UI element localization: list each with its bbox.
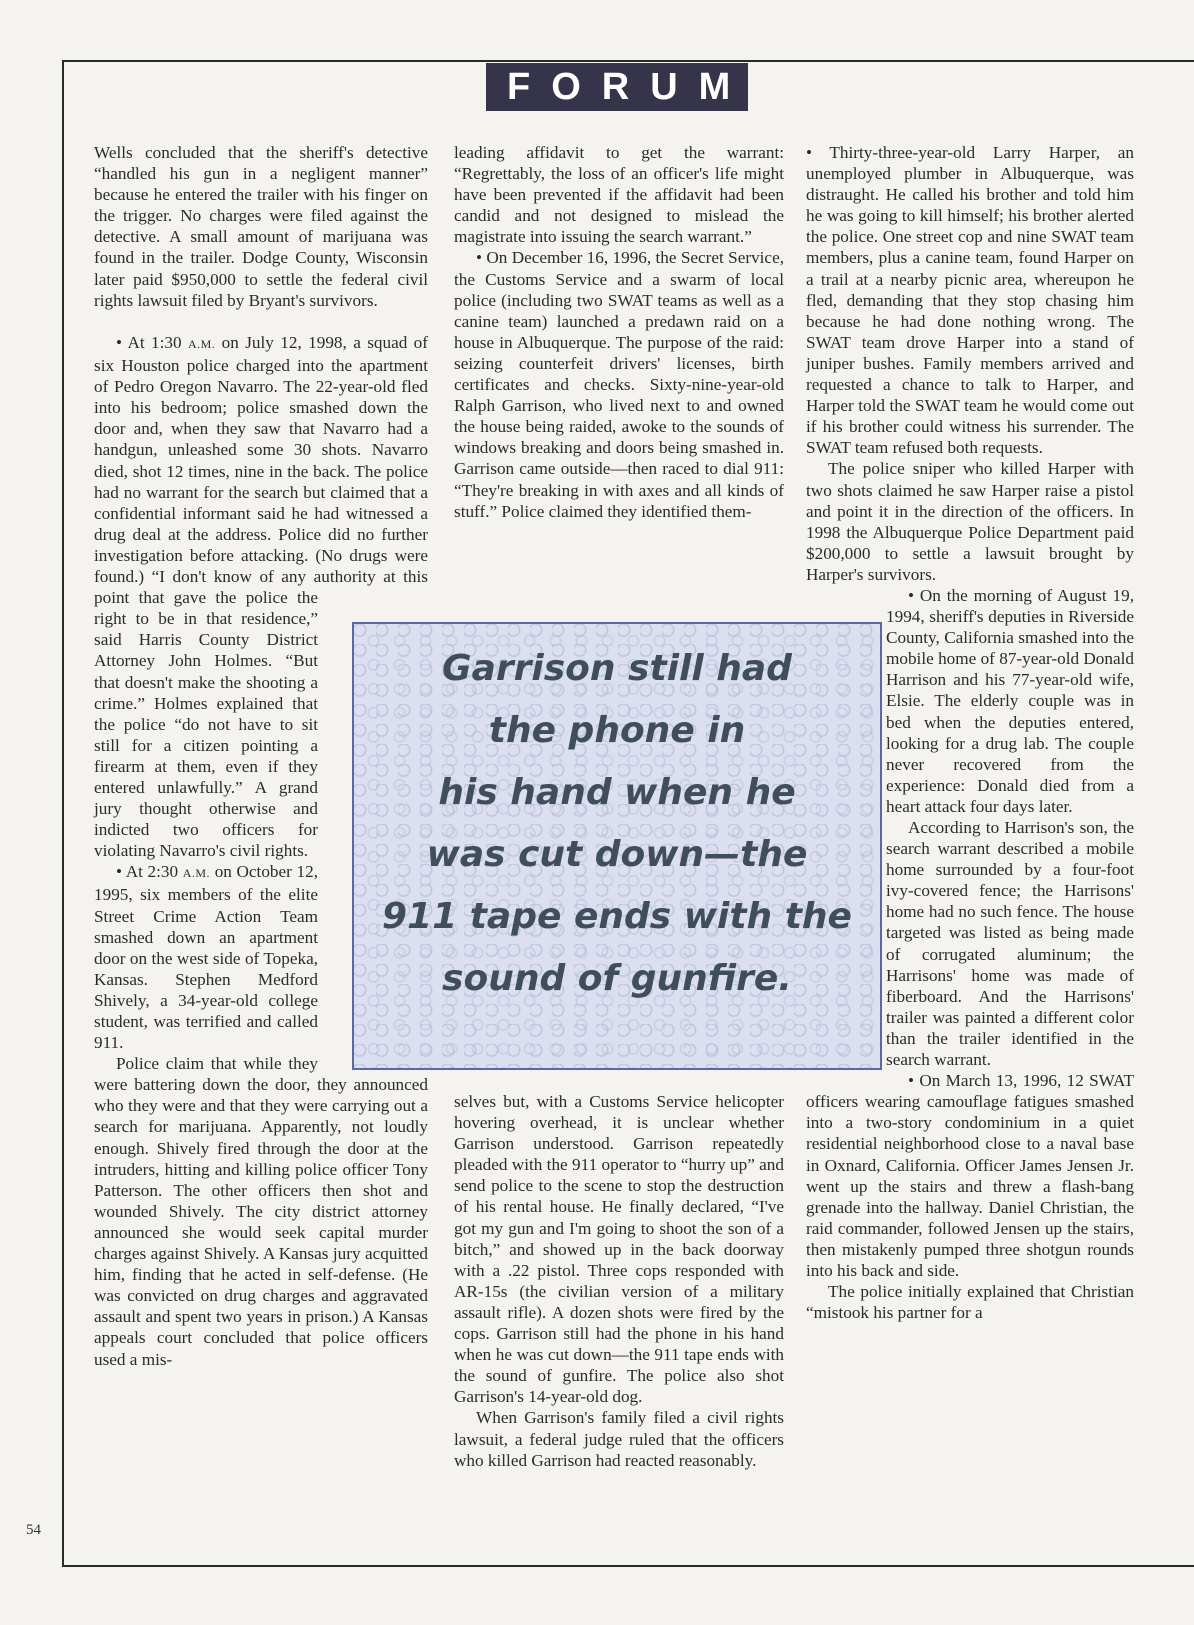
col2-paragraph-4: When Garrison's family filed a civil rights lawsuit, a federal judge ruled that the officers who killed Garrison had reacted reasonably. xyxy=(454,1408,784,1470)
col1-paragraph-2: • At 1:30 A.M. on July 12, 1998, a squad of six Houston police charged into the apartment of Pedro Oregon Navarro. The 22-year-old fled into his bedroom; police smashed down the door and, when they saw that Navarro had a handgun, unleashed some 30 shots. Navarro died, shot 12 times, nine in the back. The police had no warrant for the search but claimed that a confidential informant said he had witnessed a drug deal at the address. Police did no further investigation before attacking. (No drugs were found.) “I don't know of any authority at this point that gave the police the right to be in that residence,” said Harris County District Attorney John Holmes. “But that doesn't make the shooting a crime.” Holmes explained that the police “do not have to sit still for a citizen pointing a firearm at them, even if they entered unlawfully.” A grand jury thought otherwise and indicted two officers for violating Navarro's civil rights. xyxy=(94,333,428,861)
forum-banner: FORUM xyxy=(486,63,748,111)
pull-quote-line: Garrison still had xyxy=(442,648,792,689)
pull-quote-line: 911 tape ends with the xyxy=(382,896,852,937)
pull-quote-line: his hand when he xyxy=(438,772,796,813)
pull-quote-line: the phone in xyxy=(488,710,746,751)
pull-quote-line: sound of gunfire. xyxy=(442,958,792,999)
col2-paragraph-2: • On December 16, 1996, the Secret Service, the Customs Service and a swarm of local police (including two SWAT teams as well as a canine team) launched a predawn raid on a house in Albuquerque. The purpose of the raid: seizing counterfeit drivers' licenses, birth certificates and checks. Sixty-nine-year-old Ralph Garrison, who lived next to and owned the house being raided, awoke to the sounds of windows breaking and doors being smashed in. Garrison came outside—then raced to dial 911: “They're breaking in with axes and all kinds of stuff.” Police claimed they identified them- xyxy=(454,248,784,521)
column-2-top xyxy=(454,142,784,522)
page-number: 54 xyxy=(26,1522,41,1538)
col1-paragraph-3: • At 2:30 A.M. on October 12, 1995, six members of the elite Street Crime Action Team smashed down an apartment door on the west side of Topeka, Kansas. Stephen Medford Shively, a 34-year-old college student, was terrified and called 911. xyxy=(94,862,318,1053)
column-2-bottom xyxy=(454,1091,784,1471)
col3-paragraph-4: According to Harrison's son, the search warrant described a mobile home surrounded by a four-foot ivy-covered fence; the Harrisons' home had no such fence. The house targeted was listed as being made of corrugated aluminum; the Harrisons' home was made of fiberboard. And the Harrisons' trailer was painted a different color than the trailer identified in the search warrant. xyxy=(886,818,1134,1070)
col2-paragraph-3: selves but, with a Customs Service helicopter hovering overhead, it is unclear whether Garrison understood. Garrison repeatedly pleaded with the 911 operator to “hurry up” and send police to the scene to stop the destruction of his rental house. He finally declared, “I've got my gun and I'm going to shoot the son of a bitch,” and showed up in the back doorway with a .22 pistol. Three cops responded with AR-15s (the civilian version of a military assault rifle). A dozen shots were fired by the cops. Garrison still had the phone in his hand when he was cut down—the 911 tape ends with the sound of gunfire. The police also shot Garrison's 14-year-old dog. xyxy=(454,1092,784,1407)
col3-paragraph-5: • On March 13, 1996, 12 SWAT officers wearing camouflage fatigues smashed into a two-story condominium in a quiet residential neighborhood close to a naval base in Oxnard, California. Officer James Jensen Jr. went up the stairs and threw a flash-bang grenade into the hallway. Daniel Christian, the raid commander, followed Jensen up the stairs, then mistakenly pumped three shotgun rounds into his back and side. xyxy=(806,1071,1134,1280)
column-1-top xyxy=(94,142,428,311)
col3-paragraph-3: • On the morning of August 19, 1994, sheriff's deputies in Riverside County, California smashed into the mobile home of 87-year-old Donald Harrison and his 77-year-old wife, Elsie. The elderly couple was in bed when the deputies entered, looking for a drug lab. The couple never recovered from the experience: Donald died from a heart attack four days later. xyxy=(886,585,1134,816)
pull-quote-text xyxy=(354,638,880,1010)
col1-paragraph-4: Police claim that while they were battering down the door, they announced who they were and that they were carrying out a search for marijuana. Apparently, not loudly enough. Shively fired through the door at the intruders, hitting and killing police officer Tony Patterson. The other officers then shot and wounded Shively. The city district attorney announced she would seek capital murder charges against Shively. A Kansas jury acquitted him, finding that he acted in self-defense. (He was convicted on drug charges and aggravated assault and spent two years in prison.) A Kansas appeals court concluded that police officers used a mis- xyxy=(94,1054,428,1369)
col2-paragraph-1: leading affidavit to get the warrant: “Regrettably, the loss of an officer's life might have been prevented if the affidavit had been candid and not designed to mislead the magistrate into issuing the search warrant.” xyxy=(454,143,784,247)
col3-paragraph-6: The police initially explained that Christian “mistook his partner for a xyxy=(806,1282,1134,1323)
col3-paragraph-2: The police sniper who killed Harper with two shots claimed he saw Harper raise a pistol and point it in the direction of the officers. In 1998 the Albuquerque Police Department paid $200,000 to settle a lawsuit brought by Harper's survivors. xyxy=(806,459,1134,584)
pull-quote-line: was cut down—the xyxy=(426,834,808,875)
col1-paragraph-1: Wells concluded that the sheriff's detective “handled his gun in a negligent manner” because he entered the trailer with his finger on the trigger. No charges were filed against the detective. A small amount of marijuana was found in the trailer. Dodge County, Wisconsin later paid $950,000 to settle the federal civil rights lawsuit filed by Bryant's survivors. xyxy=(94,143,428,310)
pull-quote-box xyxy=(352,622,882,1070)
col3-paragraph-1: • Thirty-three-year-old Larry Harper, an unemployed plumber in Albuquerque, was distraught. He called his brother and told him he was going to kill himself; his brother alerted the police. One street cop and nine SWAT team members, plus a canine team, found Harper on a trail at a nearby picnic area, whereupon he fled, demanding that they stop chasing him because he had done nothing wrong. The SWAT team drove Harper into a stand of juniper bushes. Family members arrived and requested a chance to talk to Harper, and Harper told the SWAT team he would come out if his brother could witness his surrender. The SWAT team refused both requests. xyxy=(806,143,1134,458)
